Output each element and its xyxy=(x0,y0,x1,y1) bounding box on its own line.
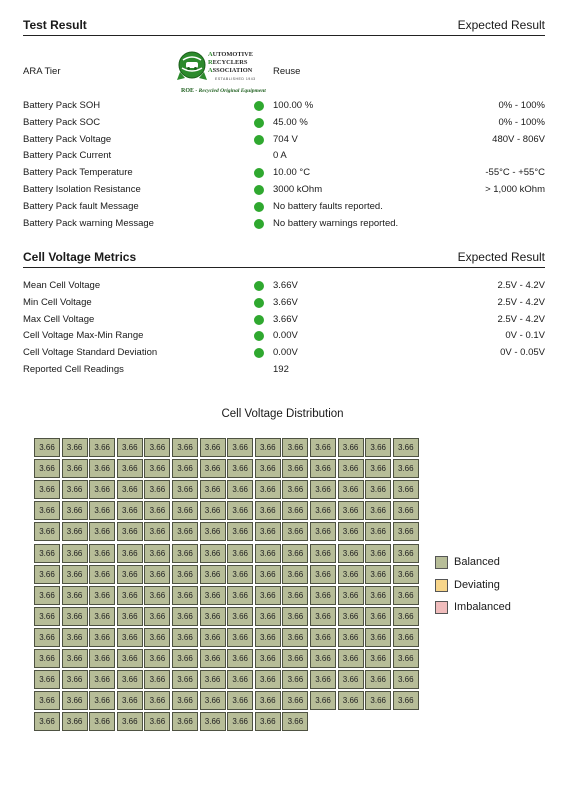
voltage-cell: 3.66 xyxy=(338,459,364,478)
voltage-cell: 3.66 xyxy=(338,438,364,457)
voltage-cell: 3.66 xyxy=(144,607,170,626)
voltage-cell: 3.66 xyxy=(144,649,170,668)
metric-value: 192 xyxy=(273,364,289,375)
metric-value: 704 V xyxy=(273,133,298,145)
legend-swatch xyxy=(435,579,448,592)
voltage-cell: 3.66 xyxy=(227,586,253,605)
status-dot-icon xyxy=(254,101,264,111)
voltage-cell: 3.66 xyxy=(338,501,364,520)
voltage-cell: 3.66 xyxy=(227,501,253,520)
voltage-cell: 3.66 xyxy=(310,501,336,520)
status-dot-icon xyxy=(254,298,264,308)
voltage-cell: 3.66 xyxy=(200,586,226,605)
voltage-cell: 3.66 xyxy=(200,459,226,478)
voltage-cell: 3.66 xyxy=(227,691,253,710)
cell-voltage-title: Cell Voltage Metrics xyxy=(23,250,137,264)
voltage-cell: 3.66 xyxy=(117,501,143,520)
voltage-cell: 3.66 xyxy=(89,649,115,668)
metric-value: 3.66V xyxy=(273,313,298,325)
voltage-cell: 3.66 xyxy=(144,501,170,520)
metric-value: 3.66V xyxy=(273,296,298,308)
voltage-cell: 3.66 xyxy=(255,438,281,457)
voltage-cell: 3.66 xyxy=(365,628,391,647)
voltage-cell: 3.66 xyxy=(255,480,281,499)
voltage-cell: 3.66 xyxy=(200,565,226,584)
voltage-cell: 3.66 xyxy=(282,522,308,541)
voltage-cell: 3.66 xyxy=(227,565,253,584)
voltage-cell: 3.66 xyxy=(172,712,198,731)
voltage-cell: 3.66 xyxy=(255,501,281,520)
voltage-cell: 3.66 xyxy=(282,628,308,647)
voltage-cell: 3.66 xyxy=(282,649,308,668)
voltage-cell: 3.66 xyxy=(393,565,419,584)
legend-swatch xyxy=(435,601,448,614)
voltage-cell: 3.66 xyxy=(200,691,226,710)
metric-expected: 2.5V - 4.2V xyxy=(497,313,545,325)
metric-row xyxy=(23,362,545,378)
status-dot-icon xyxy=(254,219,264,229)
voltage-cell: 3.66 xyxy=(365,480,391,499)
voltage-cell: 3.66 xyxy=(227,438,253,457)
voltage-cell: 3.66 xyxy=(144,522,170,541)
voltage-cell: 3.66 xyxy=(282,544,308,563)
voltage-cell: 3.66 xyxy=(89,544,115,563)
voltage-cell: 3.66 xyxy=(200,480,226,499)
metric-label: Battery Pack SOC xyxy=(23,116,101,128)
voltage-cell: 3.66 xyxy=(393,628,419,647)
voltage-cell: 3.66 xyxy=(34,628,60,647)
voltage-cell: 3.66 xyxy=(255,691,281,710)
voltage-cell: 3.66 xyxy=(365,544,391,563)
metric-label: Reported Cell Readings xyxy=(23,364,124,375)
voltage-cell: 3.66 xyxy=(393,586,419,605)
voltage-cell: 3.66 xyxy=(255,459,281,478)
voltage-cell: 3.66 xyxy=(255,565,281,584)
voltage-cell: 3.66 xyxy=(255,522,281,541)
status-dot-icon xyxy=(254,168,264,178)
voltage-cell: 3.66 xyxy=(117,628,143,647)
voltage-cell: 3.66 xyxy=(172,607,198,626)
voltage-cell: 3.66 xyxy=(117,438,143,457)
voltage-cell: 3.66 xyxy=(227,649,253,668)
metric-row xyxy=(23,148,545,164)
status-dot-icon xyxy=(254,135,264,145)
voltage-cell: 3.66 xyxy=(117,480,143,499)
voltage-cell: 3.66 xyxy=(117,712,143,731)
voltage-cell: 3.66 xyxy=(338,565,364,584)
voltage-cell: 3.66 xyxy=(34,586,60,605)
legend-item-balanced xyxy=(435,555,545,571)
ara-logo xyxy=(175,48,265,100)
metric-value: 0.00V xyxy=(273,330,298,342)
metric-row xyxy=(23,115,545,131)
voltage-cell: 3.66 xyxy=(365,501,391,520)
voltage-cell: 3.66 xyxy=(62,480,88,499)
voltage-cell: 3.66 xyxy=(89,607,115,626)
voltage-cell: 3.66 xyxy=(365,522,391,541)
voltage-cell: 3.66 xyxy=(338,480,364,499)
test-result-header xyxy=(23,18,545,36)
voltage-cell: 3.66 xyxy=(255,586,281,605)
voltage-cell: 3.66 xyxy=(227,544,253,563)
voltage-cell: 3.66 xyxy=(310,480,336,499)
metric-row xyxy=(23,98,545,114)
voltage-cell: 3.66 xyxy=(393,522,419,541)
voltage-cell: 3.66 xyxy=(117,522,143,541)
metric-label: Battery Pack Current xyxy=(23,150,112,162)
ara-tier-value: Reuse xyxy=(273,66,301,77)
voltage-cell: 3.66 xyxy=(227,459,253,478)
test-result-title: Test Result xyxy=(23,18,87,32)
voltage-cell: 3.66 xyxy=(255,628,281,647)
metric-row xyxy=(23,295,545,311)
metric-label: Battery Pack Voltage xyxy=(23,133,112,145)
voltage-cell: 3.66 xyxy=(117,691,143,710)
voltage-cell: 3.66 xyxy=(338,544,364,563)
voltage-cell: 3.66 xyxy=(310,522,336,541)
voltage-cell: 3.66 xyxy=(34,670,60,689)
voltage-cell: 3.66 xyxy=(89,586,115,605)
voltage-cell: 3.66 xyxy=(393,501,419,520)
legend-item-imbalanced xyxy=(435,600,545,616)
voltage-cell: 3.66 xyxy=(282,712,308,731)
voltage-cell: 3.66 xyxy=(89,670,115,689)
voltage-cell: 3.66 xyxy=(144,565,170,584)
metric-label: Battery Isolation Resistance xyxy=(23,184,141,195)
voltage-cell: 3.66 xyxy=(89,522,115,541)
status-dot-icon xyxy=(254,185,264,195)
metric-label: Battery Pack warning Message xyxy=(23,217,154,229)
legend-label: Balanced xyxy=(454,556,500,568)
distribution-title: Cell Voltage Distribution xyxy=(221,408,344,420)
status-dot-icon xyxy=(254,118,264,128)
voltage-cell: 3.66 xyxy=(310,459,336,478)
voltage-cell: 3.66 xyxy=(310,649,336,668)
metric-value: No battery faults reported. xyxy=(273,200,383,212)
metric-row xyxy=(23,182,545,198)
voltage-cell: 3.66 xyxy=(365,565,391,584)
voltage-cell: 3.66 xyxy=(144,691,170,710)
voltage-cell: 3.66 xyxy=(117,586,143,605)
voltage-cell: 3.66 xyxy=(200,670,226,689)
metric-value: No battery warnings reported. xyxy=(273,217,399,229)
voltage-cell: 3.66 xyxy=(338,649,364,668)
voltage-cell: 3.66 xyxy=(117,649,143,668)
voltage-cell: 3.66 xyxy=(282,501,308,520)
voltage-cell: 3.66 xyxy=(200,649,226,668)
voltage-cell: 3.66 xyxy=(282,459,308,478)
voltage-cell: 3.66 xyxy=(338,522,364,541)
voltage-cell: 3.66 xyxy=(172,438,198,457)
voltage-cell: 3.66 xyxy=(338,628,364,647)
voltage-cell: 3.66 xyxy=(34,480,60,499)
metric-expected: 2.5V - 4.2V xyxy=(497,280,545,291)
voltage-cell: 3.66 xyxy=(255,607,281,626)
legend-item-deviating xyxy=(435,578,545,594)
voltage-cell: 3.66 xyxy=(89,565,115,584)
voltage-cell: 3.66 xyxy=(393,649,419,668)
voltage-cell: 3.66 xyxy=(144,712,170,731)
metric-row xyxy=(23,312,545,328)
voltage-cell: 3.66 xyxy=(172,670,198,689)
metric-label: Battery Pack Temperature xyxy=(23,167,133,179)
voltage-cell: 3.66 xyxy=(62,501,88,520)
ara-established: ESTABLISHED 1943 xyxy=(215,77,256,81)
voltage-cell: 3.66 xyxy=(62,649,88,668)
voltage-cell: 3.66 xyxy=(144,480,170,499)
voltage-cell: 3.66 xyxy=(393,670,419,689)
cell-voltage-header xyxy=(23,250,545,268)
voltage-cell: 3.66 xyxy=(117,670,143,689)
voltage-cell: 3.66 xyxy=(393,480,419,499)
voltage-cell: 3.66 xyxy=(255,649,281,668)
voltage-cell: 3.66 xyxy=(310,670,336,689)
voltage-cell: 3.66 xyxy=(310,691,336,710)
voltage-cell: 3.66 xyxy=(172,501,198,520)
voltage-cell: 3.66 xyxy=(34,459,60,478)
voltage-cell: 3.66 xyxy=(310,628,336,647)
voltage-cell: 3.66 xyxy=(310,586,336,605)
voltage-cell: 3.66 xyxy=(172,480,198,499)
voltage-cell: 3.66 xyxy=(338,586,364,605)
voltage-cell: 3.66 xyxy=(310,544,336,563)
voltage-cell: 3.66 xyxy=(172,691,198,710)
voltage-cell: 3.66 xyxy=(393,691,419,710)
voltage-cell: 3.66 xyxy=(393,438,419,457)
voltage-cell: 3.66 xyxy=(365,586,391,605)
voltage-cell: 3.66 xyxy=(172,565,198,584)
metric-label: Min Cell Voltage xyxy=(23,296,92,308)
voltage-cell: 3.66 xyxy=(310,438,336,457)
metric-label: Battery Pack fault Message xyxy=(23,200,139,212)
voltage-cell: 3.66 xyxy=(172,522,198,541)
voltage-cell: 3.66 xyxy=(227,607,253,626)
voltage-cell: 3.66 xyxy=(144,670,170,689)
metric-label: Cell Voltage Max-Min Range xyxy=(23,330,144,342)
voltage-cell: 3.66 xyxy=(62,438,88,457)
status-dot-icon xyxy=(254,202,264,212)
metric-label: Cell Voltage Standard Deviation xyxy=(23,347,158,359)
voltage-cell: 3.66 xyxy=(365,459,391,478)
voltage-cell: 3.66 xyxy=(62,607,88,626)
metric-expected: 2.5V - 4.2V xyxy=(497,296,545,308)
metric-expected: 480V - 806V xyxy=(492,133,545,145)
voltage-cell: 3.66 xyxy=(144,586,170,605)
metric-value: 10.00 °C xyxy=(273,167,311,179)
metric-expected: > 1,000 kOhm xyxy=(485,184,545,195)
legend-swatch xyxy=(435,556,448,569)
legend-label: Deviating xyxy=(454,578,500,591)
metric-row xyxy=(23,216,545,232)
metric-value: 0 A xyxy=(273,150,287,162)
voltage-cell: 3.66 xyxy=(34,501,60,520)
voltage-cell: 3.66 xyxy=(393,544,419,563)
voltage-cell: 3.66 xyxy=(365,607,391,626)
metric-row xyxy=(23,345,545,361)
voltage-cell: 3.66 xyxy=(282,480,308,499)
voltage-cell: 3.66 xyxy=(117,544,143,563)
voltage-cell: 3.66 xyxy=(282,691,308,710)
voltage-cell: 3.66 xyxy=(255,670,281,689)
metric-expected: 0% - 100% xyxy=(498,100,545,111)
cell-voltage-expected-header: Expected Result xyxy=(457,250,545,264)
voltage-cell: 3.66 xyxy=(172,459,198,478)
voltage-cell: 3.66 xyxy=(62,670,88,689)
voltage-cell: 3.66 xyxy=(365,691,391,710)
voltage-cell: 3.66 xyxy=(144,459,170,478)
voltage-cell: 3.66 xyxy=(144,628,170,647)
voltage-cell: 3.66 xyxy=(144,544,170,563)
voltage-cell: 3.66 xyxy=(62,586,88,605)
voltage-cell: 3.66 xyxy=(393,459,419,478)
voltage-cell: 3.66 xyxy=(227,712,253,731)
metric-value: 45.00 % xyxy=(273,116,308,128)
voltage-cell: 3.66 xyxy=(34,544,60,563)
voltage-cell: 3.66 xyxy=(282,586,308,605)
voltage-cell: 3.66 xyxy=(282,438,308,457)
voltage-cell: 3.66 xyxy=(34,565,60,584)
metric-expected: 0V - 0.05V xyxy=(500,347,545,359)
status-dot-icon xyxy=(254,331,264,341)
voltage-cell: 3.66 xyxy=(34,438,60,457)
metric-label: Max Cell Voltage xyxy=(23,313,95,325)
voltage-cell: 3.66 xyxy=(282,565,308,584)
voltage-cell: 3.66 xyxy=(200,438,226,457)
globe-recycle-icon xyxy=(177,50,207,86)
voltage-cell: 3.66 xyxy=(34,712,60,731)
voltage-cell: 3.66 xyxy=(365,438,391,457)
voltage-cell: 3.66 xyxy=(310,607,336,626)
metric-expected: 0V - 0.1V xyxy=(505,330,545,342)
voltage-cell: 3.66 xyxy=(89,480,115,499)
voltage-cell: 3.66 xyxy=(200,712,226,731)
voltage-cell: 3.66 xyxy=(34,607,60,626)
voltage-cell: 3.66 xyxy=(338,691,364,710)
voltage-cell: 3.66 xyxy=(89,501,115,520)
voltage-cell: 3.66 xyxy=(200,544,226,563)
metric-value: 3000 kOhm xyxy=(273,184,323,195)
voltage-cell: 3.66 xyxy=(282,670,308,689)
metric-value: 0.00V xyxy=(273,347,298,359)
voltage-cell: 3.66 xyxy=(200,607,226,626)
metric-expected: 0% - 100% xyxy=(498,116,545,128)
metric-expected: -55°C - +55°C xyxy=(485,167,545,179)
ara-org-name: AUTOMOTIVE RECYCLERS ASSOCIATION xyxy=(208,51,253,74)
metric-value: 100.00 % xyxy=(273,100,314,111)
metric-value: 3.66V xyxy=(273,280,298,291)
voltage-cell: 3.66 xyxy=(365,649,391,668)
voltage-cell: 3.66 xyxy=(310,565,336,584)
expected-result-header: Expected Result xyxy=(457,18,545,32)
legend-label: Imbalanced xyxy=(454,601,511,613)
roe-caption: ROE - Recycled Original Equipment xyxy=(181,88,266,94)
voltage-cell: 3.66 xyxy=(62,628,88,647)
status-dot-icon xyxy=(254,348,264,358)
voltage-cell: 3.66 xyxy=(255,544,281,563)
metric-row xyxy=(23,199,545,215)
voltage-cell: 3.66 xyxy=(200,522,226,541)
voltage-cell: 3.66 xyxy=(172,628,198,647)
voltage-cell: 3.66 xyxy=(365,670,391,689)
voltage-cell: 3.66 xyxy=(255,712,281,731)
voltage-cell: 3.66 xyxy=(89,628,115,647)
voltage-cell: 3.66 xyxy=(200,501,226,520)
metric-row xyxy=(23,328,545,344)
voltage-cell: 3.66 xyxy=(227,522,253,541)
status-dot-icon xyxy=(254,281,264,291)
voltage-cell: 3.66 xyxy=(172,544,198,563)
voltage-cell: 3.66 xyxy=(62,522,88,541)
voltage-cell: 3.66 xyxy=(117,607,143,626)
voltage-cell: 3.66 xyxy=(34,649,60,668)
voltage-cell: 3.66 xyxy=(144,438,170,457)
voltage-cell: 3.66 xyxy=(62,544,88,563)
voltage-cell: 3.66 xyxy=(62,459,88,478)
voltage-cell: 3.66 xyxy=(62,712,88,731)
voltage-cell: 3.66 xyxy=(117,565,143,584)
voltage-cell: 3.66 xyxy=(117,459,143,478)
voltage-cell: 3.66 xyxy=(227,670,253,689)
voltage-cell: 3.66 xyxy=(393,607,419,626)
status-dot-icon xyxy=(254,315,264,325)
metric-row xyxy=(23,165,545,181)
voltage-cell: 3.66 xyxy=(34,691,60,710)
metric-row xyxy=(23,132,545,148)
voltage-cell: 3.66 xyxy=(338,670,364,689)
voltage-cell: 3.66 xyxy=(338,607,364,626)
voltage-cell: 3.66 xyxy=(62,565,88,584)
voltage-cell: 3.66 xyxy=(89,459,115,478)
ara-tier-label: ARA Tier xyxy=(23,66,61,77)
voltage-cell: 3.66 xyxy=(172,649,198,668)
metric-label: Battery Pack SOH xyxy=(23,100,101,111)
voltage-cell: 3.66 xyxy=(227,628,253,647)
voltage-cell: 3.66 xyxy=(62,691,88,710)
voltage-cell: 3.66 xyxy=(282,607,308,626)
voltage-cell: 3.66 xyxy=(89,712,115,731)
voltage-cell: 3.66 xyxy=(89,438,115,457)
voltage-cell: 3.66 xyxy=(172,586,198,605)
voltage-cell: 3.66 xyxy=(200,628,226,647)
voltage-cell: 3.66 xyxy=(34,522,60,541)
voltage-cell: 3.66 xyxy=(89,691,115,710)
metric-label: Mean Cell Voltage xyxy=(23,280,101,291)
voltage-cell: 3.66 xyxy=(227,480,253,499)
metric-row xyxy=(23,278,545,294)
